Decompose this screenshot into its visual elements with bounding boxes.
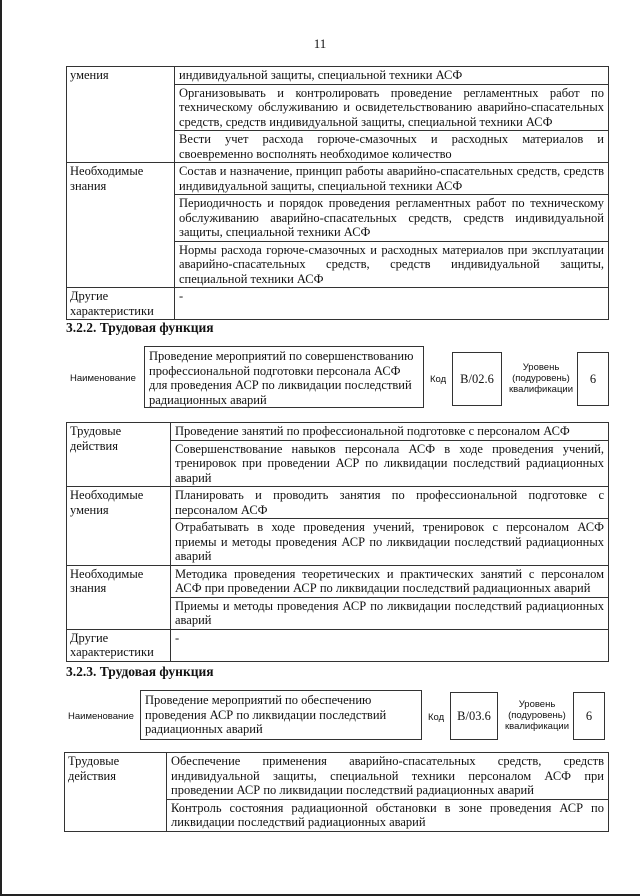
row-label: Трудовые действия: [65, 753, 167, 832]
page-number: 11: [313, 36, 327, 51]
requirements-table-continued: [66, 66, 609, 320]
table-row: [67, 67, 609, 85]
row-item: индивидуальной защиты, специальной техники АСФ: [175, 67, 609, 85]
level-box: 6: [573, 692, 605, 740]
row-label: Трудовые действия: [67, 423, 171, 487]
code-label: Код: [428, 712, 445, 723]
row-label: Необходимые умения: [67, 487, 171, 566]
table-row: [67, 423, 609, 441]
table-row: [65, 753, 609, 800]
row-item: Обеспечение применения аварийно-спасательных средств, средств индивидуальной защиты, специальной техники персоналом АСФ при проведении АСР по ликвидации последствий радиационных аварий: [167, 753, 609, 800]
row-item: Методика проведения теоретических и практических занятий с персоналом АСФ при проведении АСР по ликвидации последствий радиационных аварий: [171, 565, 609, 597]
row-item: Приемы и методы проведения АСР по ликвидации последствий радиационных аварий: [171, 597, 609, 629]
table-row: [67, 487, 609, 519]
row-item: Нормы расхода горюче-смазочных и расходных материалов при эксплуатации аварийно-спасательных средств, средств индивидуальной защиты, специальной техники АСФ: [175, 241, 609, 288]
function-name-box: Проведение мероприятий по совершенствованию профессиональной подготовки персонала АСФ для проведения АСР по ликвидации последствий радиационных аварий: [144, 346, 424, 408]
function-name-box: Проведение мероприятий по обеспечению проведения АСР по ликвидации последствий радиационных аварий: [140, 690, 422, 740]
section-heading: 3.2.2. Трудовая функция: [66, 320, 214, 335]
code-label: Код: [430, 374, 447, 385]
name-label: Наименование: [68, 711, 134, 722]
row-label: Необходимые знания: [67, 163, 175, 288]
row-item: -: [171, 629, 609, 661]
row-label: Другие характеристики: [67, 288, 175, 320]
table-row: [67, 163, 609, 195]
level-label: Уровень (подуровень) квалификации: [508, 362, 574, 395]
row-item: Проведение занятий по профессиональной подготовке с персоналом АСФ: [171, 423, 609, 441]
row-item: -: [175, 288, 609, 320]
table-row: [67, 629, 609, 661]
level-label: Уровень (подуровень) квалификации: [504, 699, 570, 732]
row-item: Вести учет расхода горюче-смазочных и расходных материалов и своевременно восполнять необходимое количество: [175, 131, 609, 163]
row-item: Совершенствование навыков персонала АСФ в ходе проведения учений, тренировок при проведении АСР по ликвидации последствий радиационных аварий: [171, 440, 609, 487]
row-item: Контроль состояния радиационной обстановки в зоне проведения АСР по ликвидации последствий радиационных аварий: [167, 799, 609, 831]
row-label: умения: [67, 67, 175, 163]
row-label: Необходимые знания: [67, 565, 171, 629]
row-item: Отрабатывать в ходе проведения учений, тренировок с персоналом АСФ приемы и методы проведения АСР по ликвидации последствий радиационных аварий: [171, 519, 609, 566]
page-frame-left: [0, 0, 2, 896]
row-item: Планировать и проводить занятия по профессиональной подготовке с персоналом АСФ: [171, 487, 609, 519]
row-item: Состав и назначение, принцип работы аварийно-спасательных средств, средств индивидуальной защиты, специальной техники АСФ: [175, 163, 609, 195]
requirements-table-323: [64, 752, 609, 832]
code-box: B/03.6: [450, 692, 498, 740]
requirements-table-322: [66, 422, 609, 662]
row-label: Другие характеристики: [67, 629, 171, 661]
row-item: Периодичность и порядок проведения регламентных работ по техническому обслуживанию аварийно-спасательных средств, средств индивидуальной защиты, специальной техники АСФ: [175, 195, 609, 242]
table-row: [67, 288, 609, 320]
table-row: [67, 565, 609, 597]
code-box: B/02.6: [452, 352, 502, 406]
section-heading: 3.2.3. Трудовая функция: [66, 664, 214, 679]
row-item: Организовывать и контролировать проведение регламентных работ по техническому обслуживанию и освидетельствованию аварийно-спасательных средств, средств индивидуальной защиты, специальной техники АСФ: [175, 84, 609, 131]
level-box: 6: [577, 352, 609, 406]
name-label: Наименование: [70, 373, 136, 384]
